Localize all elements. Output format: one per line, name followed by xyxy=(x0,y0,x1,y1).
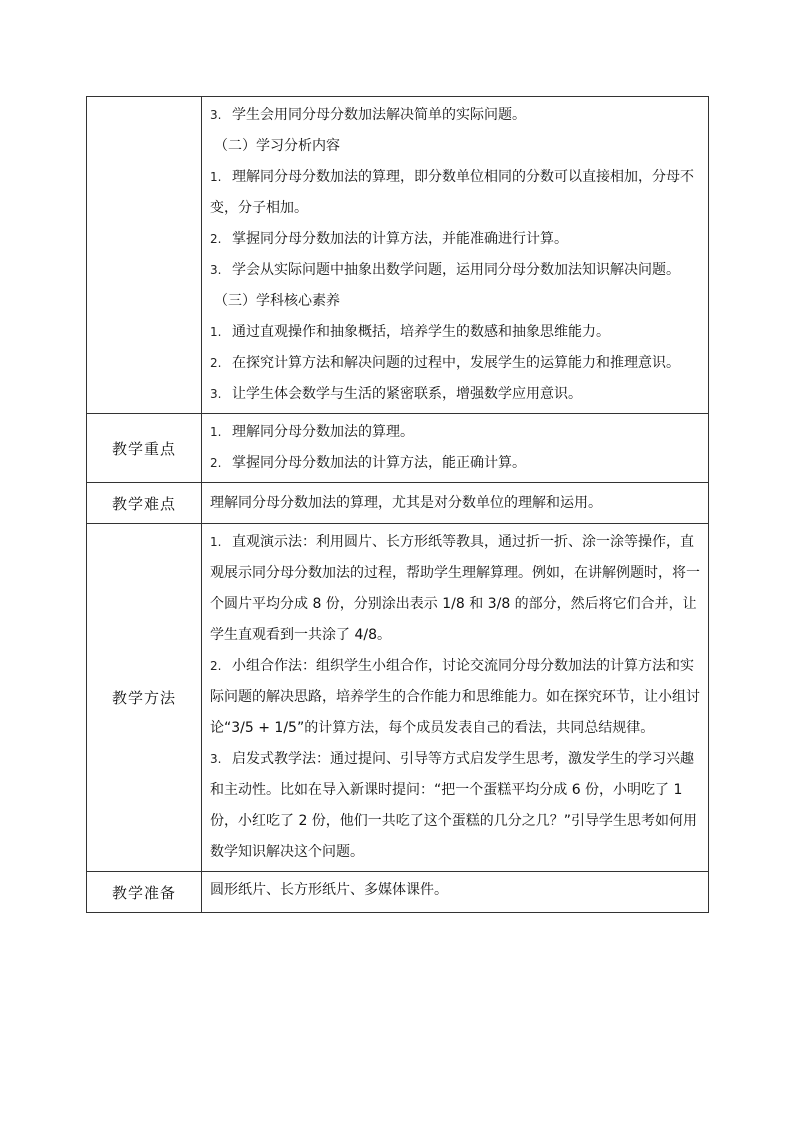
item-number: 3. xyxy=(210,387,222,401)
method-item xyxy=(210,527,702,651)
item-number: 2. xyxy=(210,356,222,370)
item-text: 启发式教学法：通过提问、引导等方式启发学生思考，激发学生的学习兴趣和主动性。比如在导入新课时提问：“把一个蛋糕平均分成 6 份，小明吃了 1 份，小红吃了 2 份，他们一共吃了这个蛋糕的几分之几？”引导学生思考如何用数学知识解决这个问题。 xyxy=(210,751,698,860)
item-number: 3. xyxy=(210,263,222,277)
objectives-row xyxy=(87,97,709,414)
preparation-label: 教学准备 xyxy=(87,872,202,913)
method-item xyxy=(210,651,702,744)
difficulties-label: 教学难点 xyxy=(87,483,202,524)
method-item xyxy=(210,744,702,868)
preparation-content-cell xyxy=(202,872,709,913)
item-number: 2. xyxy=(210,232,222,246)
item-text: 理解同分母分数加法的算理。 xyxy=(232,424,414,440)
methods-row xyxy=(87,524,709,872)
key-point-item xyxy=(210,448,702,479)
item-text: 理解同分母分数加法的算理，即分数单位相同的分数可以直接相加，分母不变，分子相加。 xyxy=(210,169,694,216)
difficulties-row xyxy=(87,483,709,524)
difficulties-text: 理解同分母分数加法的算理，尤其是对分数单位的理解和运用。 xyxy=(210,494,602,511)
analysis-item xyxy=(210,255,702,286)
methods-content-cell xyxy=(202,524,709,872)
item-text: 掌握同分母分数加法的计算方法，能正确计算。 xyxy=(232,455,526,471)
item-number: 1. xyxy=(210,535,222,549)
literacy-item xyxy=(210,348,702,379)
item-number: 1. xyxy=(210,425,222,439)
item-text: 小组合作法：组织学生小组合作，讨论交流同分母分数加法的计算方法和实际问题的解决思路，培养学生的合作能力和思维能力。如在探究环节，让小组讨论“3/5 + 1/5”的计算方法，每个成员发表自己的看法，共同总结规律。 xyxy=(210,658,700,736)
literacy-item xyxy=(210,317,702,348)
item-number: 3. xyxy=(210,752,222,766)
objective-item xyxy=(210,100,702,131)
item-text: 通过直观操作和抽象概括，培养学生的数感和抽象思维能力。 xyxy=(232,324,610,340)
methods-label: 教学方法 xyxy=(87,524,202,872)
key-points-row xyxy=(87,414,709,483)
key-point-item xyxy=(210,417,702,448)
item-number: 1. xyxy=(210,325,222,339)
literacy-item xyxy=(210,379,702,410)
item-number: 2. xyxy=(210,659,222,673)
analysis-heading: （二）学习分析内容 xyxy=(214,138,340,154)
item-text: 直观演示法：利用圆片、长方形纸等教具，通过折一折、涂一涂等操作，直观展示同分母分数加法的过程，帮助学生理解算理。例如，在讲解例题时，将一个圆片平均分成 8 份，分别涂出表示 1/8 和 3/8 的部分，然后将它们合并，让学生直观看到一共涂了 4/8。 xyxy=(210,534,700,643)
analysis-item xyxy=(210,162,702,224)
lesson-plan-table xyxy=(86,96,709,913)
literacy-heading: （三）学科核心素养 xyxy=(214,293,340,309)
item-text: 让学生体会数学与生活的紧密联系，增强数学应用意识。 xyxy=(232,386,582,402)
objectives-content-cell xyxy=(202,97,709,414)
item-number: 3. xyxy=(210,108,222,122)
item-text: 学会从实际问题中抽象出数学问题，运用同分母分数加法知识解决问题。 xyxy=(232,262,680,278)
preparation-row xyxy=(87,872,709,913)
item-text: 掌握同分母分数加法的计算方法，并能准确进行计算。 xyxy=(232,231,568,247)
analysis-item xyxy=(210,224,702,255)
item-text: 在探究计算方法和解决问题的过程中，发展学生的运算能力和推理意识。 xyxy=(232,355,680,371)
preparation-text: 圆形纸片、长方形纸片、多媒体课件。 xyxy=(210,882,448,898)
item-number: 1. xyxy=(210,170,222,184)
difficulties-content-cell xyxy=(202,483,709,524)
objectives-label-cell xyxy=(87,97,202,414)
key-points-label: 教学重点 xyxy=(87,414,202,483)
key-points-content-cell xyxy=(202,414,709,483)
item-text: 学生会用同分母分数加法解决简单的实际问题。 xyxy=(232,107,526,123)
item-number: 2. xyxy=(210,456,222,470)
